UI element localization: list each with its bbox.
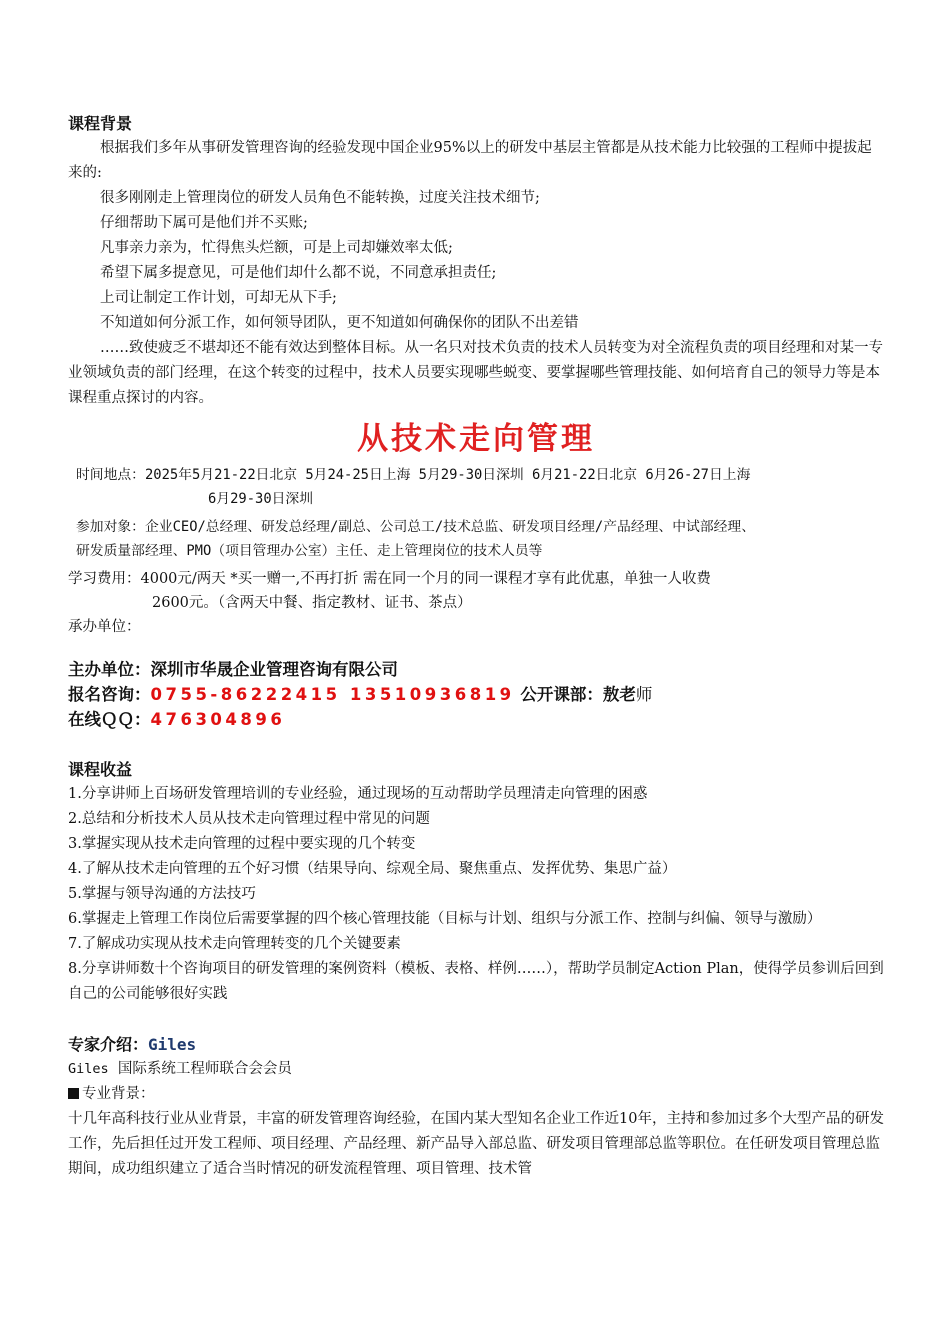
expert-bg-label: 专业背景： (82, 1086, 155, 1102)
background-line: 上司让制定工作计划，可却无从下手; (100, 290, 337, 306)
course-title: 从技术走向管理 (357, 421, 595, 457)
expert-name: Giles (148, 1035, 197, 1054)
expert-title-role: 国际系统工程师联合会会员 (117, 1061, 292, 1077)
public-course-label: 公开课部：敖老 (520, 685, 636, 704)
benefit-item: 8.分享讲师数十个咨询项目的研发管理的案例资料（模板、表格、样例……），帮助学员制定Action Plan，使得学员参训后回到自己的公司能够很好实践 (68, 961, 884, 1002)
document-page (68, 112, 884, 1182)
expert-label: 专家介绍： (68, 1035, 149, 1054)
benefit-item: 2.总结和分析技术人员从技术走向管理过程中常见的问题 (68, 811, 430, 827)
signup-contact (68, 682, 884, 707)
background-closing: ……致使疲乏不堪却还不能有效达到整体目标。从一名只对技术负责的技术人员转变为对全流程负责的项目经理和对某一专业领域负责的部门经理，在这个转变的过程中，技术人员要实现哪些蜕变、要掌握哪些管理技能、如何培育自己的领导力等是本课程重点探讨的内容。 (68, 340, 883, 406)
expert-heading (68, 1033, 884, 1057)
signup-phones: 0755-86222415 13510936819 (150, 685, 515, 704)
benefit-item: 7.了解成功实现从技术走向管理转变的几个关键要素 (68, 936, 401, 952)
expert-bg-text: 十几年高科技行业从业背景，丰富的研发管理咨询经验，在国内某大型知名企业工作近10年，主持和参加过多个大型产品的研发工作，先后担任过开发工程师、项目经理、产品经理、新产品导入部总监、研发项目管理部总监等职位。在任研发项目管理总监期间，成功组织建立了适合当时情况的研发流程管理、项目管理、技术管 (68, 1111, 884, 1177)
background-intro: 根据我们多年从事研发管理咨询的经验发现中国企业95%以上的研发中基层主管都是从技术能力比较强的工程师中提拔起来的: (68, 140, 872, 181)
square-bullet-icon (68, 1088, 79, 1099)
background-line: 很多刚刚走上管理岗位的研发人员角色不能转换，过度关注技术细节; (100, 190, 540, 206)
background-line: 不知道如何分派工作，如何领导团队，更不知道如何确保你的团队不出差错 (100, 315, 579, 331)
host-organization: 主办单位：深圳市华晟企业管理咨询有限公司 (68, 660, 398, 679)
qq-contact (68, 707, 884, 732)
audience-line: 参加对象：企业CEO/总经理、研发总经理/副总、公司总工/技术总监、研发项目经理/产品经理、中试部经理、 (76, 519, 756, 535)
fee-line: 学习费用：4000元/两天 *买一赠一,不再打折 需在同一个月的同一课程才享有此优惠，单独一人收费 (68, 571, 711, 587)
public-course-suffix: 师 (635, 685, 653, 704)
schedule-line-continued: 6月29-30日深圳 (208, 491, 314, 507)
expert-title-name: Giles (68, 1061, 109, 1077)
qq-label: 在线ＱＱ： (68, 710, 151, 729)
audience-line-continued: 研发质量部经理、PMO（项目管理办公室）主任、走上管理岗位的技术人员等 (76, 543, 543, 559)
benefit-item: 6.掌握走上管理工作岗位后需要掌握的四个核心管理技能（目标与计划、组织与分派工作、控制与纠偏、领导与激励） (68, 911, 822, 927)
signup-label: 报名咨询： (68, 685, 151, 704)
qq-number: 476304896 (150, 710, 286, 729)
expert-title-line (68, 1057, 884, 1082)
fee-line-continued: 2600元。（含两天中餐、指定教材、证书、茶点） (152, 595, 472, 611)
background-line: 凡事亲力亲为，忙得焦头烂额，可是上司却嫌效率太低; (100, 240, 453, 256)
benefit-item: 5.掌握与领导沟通的方法技巧 (68, 886, 256, 902)
background-title: 课程背景 (68, 114, 133, 133)
benefit-item: 4.了解从技术走向管理的五个好习惯（结果导向、综观全局、聚焦重点、发挥优势、集思广益） (68, 861, 677, 877)
background-line: 仔细帮助下属可是他们并不买账; (100, 215, 308, 231)
expert-bg-label-line (68, 1082, 884, 1107)
benefit-item: 3.掌握实现从技术走向管理的过程中要实现的几个转变 (68, 836, 416, 852)
organizer-label: 承办单位： (68, 619, 141, 635)
benefits-title: 课程收益 (68, 760, 133, 779)
schedule-line: 时间地点：2025年5月21-22日北京 5月24-25日上海 5月29-30日深圳 6月21-22日北京 6月26-27日上海 (76, 467, 751, 483)
background-line: 希望下属多提意见，可是他们却什么都不说，不同意承担责任; (100, 265, 497, 281)
benefit-item: 1.分享讲师上百场研发管理培训的专业经验，通过现场的互动帮助学员理清走向管理的困惑 (68, 786, 648, 802)
